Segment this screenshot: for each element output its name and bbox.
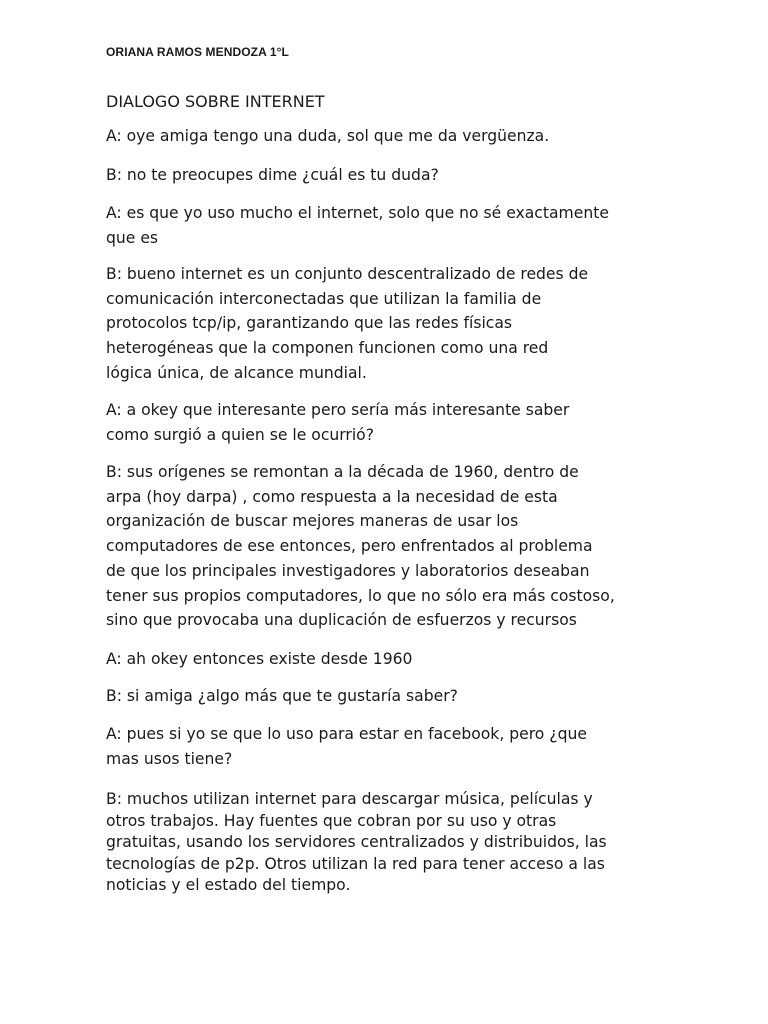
paragraph-line: otros trabajos. Hay fuentes que cobran por su uso y otras	[106, 811, 557, 830]
paragraph-line: sino que provocaba una duplicación de esfuerzos y recursos	[106, 611, 577, 630]
paragraph-line: gratuitas, usando los servidores centralizados y distribuidos, las	[106, 833, 607, 851]
paragraph-line: mas usos tiene?	[106, 749, 233, 768]
dialogue-paragraph-4	[106, 262, 706, 386]
author-header: ORIANA RAMOS MENDOZA 1°L	[106, 45, 289, 59]
paragraph-line: protocolos tcp/ip, garantizando que las redes físicas	[106, 314, 513, 333]
dialogue-paragraph-3	[106, 201, 706, 250]
paragraph-line: tener sus propios computadores, lo que no sólo era más costoso,	[106, 586, 615, 605]
paragraph-line: B: sus orígenes se remontan a la década de 1960, dentro de	[106, 463, 579, 481]
dialogue-paragraph-8	[106, 684, 706, 709]
dialogue-paragraph-9	[106, 722, 706, 771]
paragraph-line: de que los principales investigadores y laboratorios deseaban	[106, 561, 590, 580]
paragraph-line: que es	[106, 228, 159, 247]
paragraph-line: comunicación interconectadas que utilizan la familia de	[106, 289, 542, 308]
paragraph-line: A: es que yo uso mucho el internet, solo que no sé exactamente	[106, 204, 609, 222]
paragraph-line: noticias y el estado del tiempo.	[106, 876, 351, 894]
paragraph-line: tecnologías de p2p. Otros utilizan la red para tener acceso a las	[106, 854, 605, 873]
paragraph-line: B: muchos utilizan internet para descargar música, películas y	[106, 790, 593, 808]
paragraph-line: A: ah okey entonces existe desde 1960	[106, 650, 413, 668]
paragraph-line: B: no te preocupes dime ¿cuál es tu duda?	[106, 166, 439, 184]
paragraph-line: computadores de ese entonces, pero enfrentados al problema	[106, 537, 593, 556]
dialogue-paragraph-1	[106, 124, 706, 149]
paragraph-line: A: pues si yo se que lo uso para estar en facebook, pero ¿que	[106, 725, 587, 743]
paragraph-line: como surgió a quien se le ocurrió?	[106, 425, 374, 444]
paragraph-line: lógica única, de alcance mundial.	[106, 363, 367, 382]
dialogue-paragraph-6	[106, 460, 706, 633]
dialogue-paragraph-7	[106, 647, 706, 672]
paragraph-line: organización de buscar mejores maneras de usar los	[106, 512, 519, 531]
paragraph-line: B: bueno internet es un conjunto descentralizado de redes de	[106, 265, 589, 283]
document-title: DIALOGO SOBRE INTERNET	[106, 92, 325, 111]
dialogue-paragraph-10	[106, 789, 706, 897]
paragraph-line: heterogéneas que la componen funcionen como una red	[106, 339, 549, 358]
dialogue-paragraph-2	[106, 163, 706, 188]
paragraph-line: A: oye amiga tengo una duda, sol que me da vergüenza.	[106, 127, 550, 145]
dialogue-paragraph-5	[106, 398, 706, 447]
paragraph-line: A: a okey que interesante pero sería más interesante saber	[106, 401, 570, 419]
paragraph-line: B: si amiga ¿algo más que te gustaría saber?	[106, 687, 458, 705]
paragraph-line: arpa (hoy darpa) , como respuesta a la necesidad de esta	[106, 487, 558, 506]
